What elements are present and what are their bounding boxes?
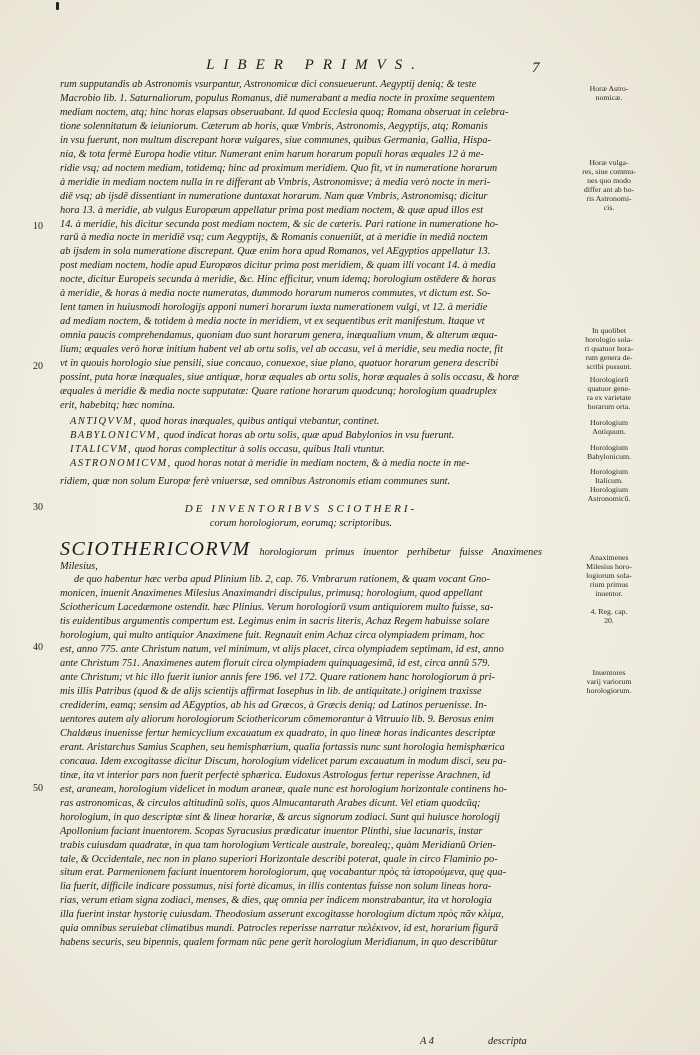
text-line: habens securis, seu bipennis, qualem formam nūc pene gerit horologium Meridianum, in quo describūtur xyxy=(60,937,498,949)
list-item-text: quod horas notat à meridie in mediam noctem, & à media nocte in me- xyxy=(174,457,470,469)
text-line: tale, & Occidentale, nec non in plano superiori Horizontale describi poterat, quale in circo Flaminio po- xyxy=(60,853,498,865)
margin-note-line: ris Astronomi- xyxy=(586,194,632,203)
text-line xyxy=(60,537,542,574)
margin-note-line: Horologium xyxy=(589,418,629,427)
text-line: est, anno 775. ante Christum natum, vel minimum, vt alijs placet, circa olympiadem septimam, id est, anno xyxy=(60,644,504,656)
text-line: Chaldæus inuenisse fertur hemicyclium excauatum ex quadrato, in quo lineæ horas indicantes descriptæ xyxy=(60,727,496,739)
running-title: LIBER PRIMVS. xyxy=(206,57,424,73)
margin-note-line: horologiorum. xyxy=(586,686,632,695)
text-line: de quo habentur hæc verba apud Plinium lib. 2, cap. 76. Vmbrarum rationem, & quam vocant Gno- xyxy=(74,574,490,586)
text-line: vt in quouis horologio siue pensili, siue concauo, conuexoe, siue plano, quatuor horarum genera describi xyxy=(60,358,499,370)
margin-note-line: 4. Reg. cap. xyxy=(590,607,628,616)
text-line: crediderim, eamq; sensim ad AEgyptios, ab his ad Græcos, à Græcis deniq; ad Latinos peruenisse. In- xyxy=(60,700,487,712)
margin-note-line: horarum orta. xyxy=(587,402,631,411)
margin-note-line: quatuor gene- xyxy=(587,384,631,393)
margin-note-line: rum genera de- xyxy=(585,353,633,362)
list-item xyxy=(60,429,542,443)
text-line: à meridie in mediam noctem nulla in re differant ab Vmbris, Astronomisve; à media verò nocte in meri- xyxy=(60,176,491,188)
text-line: rum supputandis ab Astronomis vsurpantur, Astronomicæ dici consueuerunt. Aegyptij deniq; & teste xyxy=(60,79,477,90)
margin-note-line: differ ant ab ho- xyxy=(583,185,635,194)
text-line-rest: horologiorum primus inuentor perhibetur fuisse Anaximenes Milesius, xyxy=(60,546,542,572)
text-line: nia, & tota fermè Europa hodie vtitur. Numerant enim harum horarum populi horas æquales 12 à me- xyxy=(60,148,484,160)
list-item xyxy=(60,415,542,429)
text-line: post mediam noctem, hodie apud Europæos dicitur prima post meridiem, & quam illi vocant 14. à media xyxy=(60,260,496,272)
ink-speck xyxy=(56,2,59,10)
margin-note xyxy=(549,443,669,461)
text-line: ante Christum 751. Anaximenes autem floruit circa olympiadem quinquagesimā, id est, circa annū 579. xyxy=(60,658,490,670)
list-item-name: ASTRONOMICVM, xyxy=(70,457,172,469)
text-line: ab ijsdem in sola numeratione discrepant. Quæ enim hora apud Romanos, vel AEgyptios appellatur 13. xyxy=(60,246,491,258)
text-line: nocte, dicitur Europeis secunda à meridie, &c. Hinc efficitur, vnum idemq; horologium ostēdere & horas xyxy=(60,274,496,286)
margin-note-line: horologio sola- xyxy=(585,335,633,344)
text-line: Macrobio lib. 1. Saturnaliorum, populus Romanus, diē numerabant a media nocte in proxime sequentem xyxy=(60,92,495,104)
line-number-10: 10 xyxy=(33,221,43,232)
text-line: omnia paucis comprehendamus, quoniam duo sunt horarum genera, inæqualium vnum, & alterum æqua- xyxy=(60,330,498,342)
text-line: ante Christum; vt hic illo fuerit iunior annis fere 196. vel 172. Quare rationem hanc horologiorum à pri- xyxy=(60,672,495,684)
text-line: mediam noctem, atq; hinc horas elapsas obseruabant. Id quod Ecclesia quoq; Romana obseruat in celebra- xyxy=(60,106,509,118)
section-heading-line1: DE INVENTORIBVS SCIOTHERI- xyxy=(184,502,418,515)
text-line: hora 13. à meridie, ab vulgus Europæum appellatur prima post mediam noctem, & quæ apud illos est xyxy=(60,204,484,216)
margin-note-line: 20. xyxy=(604,616,614,625)
text-line: horologium, qui multo antiquior Anaximene fuit. Regnauit enim Achaz circa olympiadem primam, hoc xyxy=(60,630,485,642)
text-line: diē vsq; ab ijsdē dissentiant in numeratione duntaxat horarum. Nam quæ Vmbris, Astronomisq; dicitur xyxy=(60,190,488,202)
margin-note-line: Inuentores xyxy=(592,668,626,677)
text-line: æquales à meridie & media nocte supputatæ: Quare ratione horarum quodcunq; horologium quadruplex xyxy=(60,385,497,397)
margin-note xyxy=(549,418,669,436)
catchword: descripta xyxy=(488,1036,527,1047)
text-line: ridie vsq; ad noctem mediam, totidemq; hinc ad proximum meridiem. Quo fit, vt in numeratione horarum xyxy=(60,162,498,174)
text-line: rarū à media nocte in meridiē vsq; cum Aegyptijs, & Romanis conueniūt, at à meridie in mediā noctem xyxy=(60,232,488,244)
text-line: situm erat. Parmenionem faciunt inuentorem horologiorum, quę vocabantur πρὸς τὰ ἱστορούμενα, quę qua- xyxy=(60,867,507,879)
text-line: rias, verum etiam signa zodiaci, menses, & dies, quę omnia per indicem monstrabantur, ita vt horologia xyxy=(60,895,492,907)
paragraph-inventors xyxy=(60,537,542,951)
section-heading-line2: corum horologiorum, eorumq; scriptoribus. xyxy=(209,517,393,529)
list-item-text: quod horas inæquales, quibus antiqui vtebantur, continet. xyxy=(140,415,380,427)
line-number-30: 30 xyxy=(33,502,43,513)
margin-note xyxy=(549,668,669,695)
list-item-text: quod indicat horas ab ortu solis, quæ apud Babylonios in vsu fuerunt. xyxy=(163,429,455,441)
margin-note-line: Horologium xyxy=(589,467,629,476)
text-line: monicen, inuenit Anaximenes Milesius Anaximandri discipulus, primusq; horologium, quod appellant xyxy=(60,588,483,600)
margin-note-line: ra ex varietate xyxy=(586,393,632,402)
text-line: tis euidentibus argumentis compertum est. Legimus enim in sacris literis, Achaz Regem habuisse solare xyxy=(60,616,490,628)
margin-note-line: Italicum. xyxy=(595,476,623,485)
margin-note-line: Babylonicum. xyxy=(587,452,631,461)
text-line: quia omnibus seruiebat climatibus mundi. Patrocles reperisse narratur πελέκινον, id est, horarium figurā xyxy=(60,923,499,935)
text-line: lent tamen in huiusmodi horologijs apponi numeri horarum iuxta numerationem vulgi, vt 12. à meridie xyxy=(60,302,488,314)
text-line: à meridie, & horas à media nocte numeratas, dummodo horarum numeros commutes, vt dictum est. So- xyxy=(60,288,491,300)
text-line: Sciothericum Lacedæmone ostendit. hæc Plinius. Verum horologiorū vsum antiquiorem multo fuisse, sa- xyxy=(60,602,494,614)
text-line: in vsu fuerunt, non multum discrepant horæ vulgares, siue communes, quibus Germania, Gallia, Hispa- xyxy=(60,134,491,146)
line-number-40: 40 xyxy=(33,642,43,653)
text-line: illa fuerint instar hystorię cuiusdam. Theodosium asserunt excogitasse horologium dictum πρὸς πᾶν κλίμα, xyxy=(60,909,504,921)
line-number-20: 20 xyxy=(33,361,43,372)
list-item-name: ANTIQVVM, xyxy=(70,415,138,427)
text-line: Apollonium faciant inuentorem. Scopas Syracusius prædicatur inuentor Plinthi, siue lacunaris, instar xyxy=(60,825,483,837)
margin-note-line: ri quatuor hora- xyxy=(584,344,634,353)
signature-mark: A 4 xyxy=(420,1036,434,1047)
text-line: erant. Aristarchus Samius Scaphen, seu hemisphærium, qualia fortassis nunc sunt horologia hemisphærica xyxy=(60,741,505,753)
margin-note xyxy=(549,84,669,102)
text-line: tinæ, ita vt interior pars non fuerit perfectè sphærica. Eudoxus Astrologus fertur reperisse Arachnen, id xyxy=(60,769,491,781)
horologium-list xyxy=(60,415,542,471)
margin-note-line: Milesius horo- xyxy=(586,562,632,571)
opening-word: SCIOTHERICORVM xyxy=(60,537,251,560)
list-item-text: quod horas complectitur à solis occasu, quibus Itali vtuntur. xyxy=(134,443,385,455)
margin-note-line: Horologium xyxy=(589,443,629,452)
list-continuation: ridiem, quæ non solum Europæ ferè vniuersæ, sed omnibus Astronomis etiam communes sunt. xyxy=(60,475,451,487)
margin-note-line: Anaximenes xyxy=(589,553,629,562)
text-line: concaua. Idem excogitasse dicitur Discum, horologium videlicet parum excauatum in modum disci, seu pa- xyxy=(60,755,507,767)
margin-note-line: nomicæ. xyxy=(595,93,623,102)
margin-note xyxy=(549,158,669,212)
margin-note-line: In quolibet xyxy=(592,326,626,335)
text-line: est, araneam, horologium videlicet in modum araneæ, quale nunc est horologium horizontale continens ho- xyxy=(60,783,508,795)
page-number: 7 xyxy=(532,60,540,76)
text-line: lium; æquales verò horæ initium habent vel ab ortu solis, vel ab occasu, vel à meridie, seu media nocte, fit xyxy=(60,344,503,356)
margin-note xyxy=(549,375,669,411)
text-line: possint, puta horæ inæquales, siue antiquæ, horæ æquales ab ortu solis, horæ æquales à solis occasu, & horæ xyxy=(60,372,519,384)
text-line: erit, habebitq; hæc nomina. xyxy=(60,399,176,411)
text-line: tione solennitatum & ieiuniorum. Cæterum ab horis, quæ Vmbris, Astronomis, Aegyptijs, atq; Romanis xyxy=(60,120,488,132)
text-line: lia fuerit, difficile indicare possumus, nisi fortè dicamus, in illis contentas fuisse non solum lineas hora- xyxy=(60,881,492,893)
margin-note-line: rium primus xyxy=(589,580,629,589)
text-line: trabis cuiusdam quadratæ, in qua tam horologium Verticale australe, borealeq;, quàm Meridianū Orien- xyxy=(60,839,496,851)
margin-note xyxy=(549,607,669,625)
margin-note-line: res, siue commu- xyxy=(582,167,636,176)
margin-note xyxy=(549,485,669,503)
text-line: mis illis Patribus (quod & de alijs scientijs affirmat Iosephus in lib. de antiquitate.) originem traxisse xyxy=(60,686,482,698)
text-line: 14. à meridie, his dicitur secunda post mediam noctem, & sic de cæteris. Pari ratione in numeratione ho- xyxy=(60,218,499,230)
text-line: ras astronomicas, & circulos altitudinū solis, quos Almucantarath Arabes dicunt. Vel etiam quodcūq; xyxy=(60,797,481,809)
text-line: horologium, in quo descriptæ sint & lineæ horariæ, & arcus signorum zodiaci. Sunt qui huiusce horologij xyxy=(60,811,500,823)
margin-note-line: varij variorum xyxy=(586,677,632,686)
list-item xyxy=(60,457,542,471)
margin-note-line: scribi possunt. xyxy=(586,362,632,371)
margin-note-line: cis. xyxy=(603,203,615,212)
margin-note xyxy=(549,326,669,371)
margin-note-line: Horologium xyxy=(589,485,629,494)
main-text-block xyxy=(60,78,542,950)
list-item-name: BABYLONICVM, xyxy=(70,429,162,441)
margin-note xyxy=(549,467,669,485)
margin-note-line: Antiquum. xyxy=(592,427,626,436)
list-item-name: ITALICVM, xyxy=(70,443,133,455)
text-line: uentores autem aly aliorum horologiorum Sciothericorum cōmemorantur à Vitruuio lib. 9. Berosus enim xyxy=(60,713,494,725)
margin-note xyxy=(549,553,669,598)
margin-note-line: Horæ vulga- xyxy=(589,158,629,167)
section-heading xyxy=(60,503,542,531)
margin-note-line: inuentor. xyxy=(595,589,623,598)
margin-note-line: Horologiorū xyxy=(589,375,629,384)
list-item xyxy=(60,443,542,457)
margin-note-line: logiorum sola- xyxy=(586,571,632,580)
margin-note-line: nes quo modo xyxy=(587,176,631,185)
paragraph-hours xyxy=(60,78,542,413)
margin-note-line: Horæ Astro- xyxy=(589,84,629,93)
text-line: ad mediam noctem, & totidem à media nocte in meridiem, vt ex sequentibus erit manifestum. Itaque vt xyxy=(60,316,485,328)
margin-note-line: Astronomicū. xyxy=(587,494,631,503)
line-number-50: 50 xyxy=(33,783,43,794)
